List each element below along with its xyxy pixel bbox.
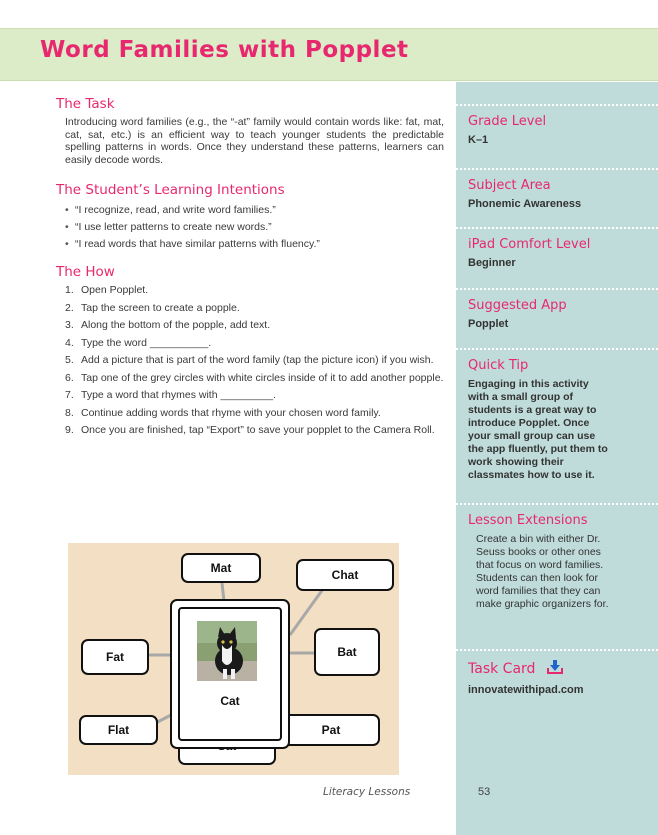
grade-section: [456, 104, 658, 146]
subject-value: Phonemic Awareness: [468, 198, 582, 210]
list-item: • “I recognize, read, and write word families.”: [65, 202, 444, 219]
task-heading: The Task: [56, 96, 115, 112]
tip-text: Engaging in this activity with a small group of students is a great way to introduce Popplet. Once your small group can use the app fluently, put them to work showing their classmates how to use it.: [468, 378, 608, 481]
sidebar: [456, 82, 658, 835]
popple-center-inner: [178, 607, 282, 741]
app-value: Popplet: [468, 318, 509, 330]
comfort-value: Beginner: [468, 257, 516, 269]
cat-photo: [197, 621, 257, 681]
popple-fat: Fat: [81, 639, 149, 675]
steps-list: [56, 284, 444, 437]
task-text: Introducing word families (e.g., the “-at” family would contain words like: fat, mat, cat, sat, etc.) is an efficient way to teach younger students the predictable spelling patterns in words. Once they understand these patterns, learners can easily decode words.: [65, 116, 444, 166]
popple-flat: Flat: [79, 715, 158, 745]
grade-value: K–1: [468, 134, 489, 146]
extensions-text: Create a bin with either Dr. Seuss books or other ones that focus on word families. Students can then look for word families that they can make graphic organizers for.: [476, 533, 609, 610]
list-item: 5. Add a picture that is part of the word family (tap the picture icon) if you wish.: [65, 354, 434, 366]
intentions-list: [56, 202, 444, 253]
list-item: 6. Tap one of the grey circles with white circles inside of it to add another popple.: [65, 371, 444, 384]
list-item: 3. Along the bottom of the popple, add text.: [65, 319, 271, 331]
list-item: • “I use letter patterns to create new words.”: [65, 219, 444, 236]
popple-pat: Pat: [282, 714, 380, 746]
app-section: [456, 288, 658, 330]
popple-center: [170, 599, 290, 749]
taskcard-url[interactable]: innovatewithipad.com: [468, 684, 584, 696]
subject-section: [456, 168, 658, 210]
comfort-heading: iPad Comfort Level: [468, 237, 591, 252]
download-icon[interactable]: [546, 659, 564, 679]
main-content: [56, 96, 444, 442]
list-item: • “I read words that have similar patterns with fluency.”: [65, 236, 444, 253]
tip-heading: Quick Tip: [468, 358, 529, 373]
how-heading: The How: [56, 264, 115, 280]
extensions-section: [456, 503, 658, 611]
page-number: 53: [478, 786, 491, 798]
list-item: 7. Type a word that rhymes with _________.: [65, 389, 276, 401]
subject-heading: Subject Area: [468, 178, 551, 193]
intentions-heading: The Student’s Learning Intentions: [56, 182, 285, 198]
popple-chat: Chat: [296, 559, 394, 591]
taskcard-heading-row: [468, 659, 648, 679]
popple-center-label: Cat: [220, 694, 240, 708]
grade-heading: Grade Level: [468, 114, 547, 129]
popple-mat: Mat: [181, 553, 261, 583]
list-item: 2. Tap the screen to create a popple.: [65, 301, 240, 314]
tip-section: [456, 348, 658, 482]
page-title: Word Families with Popplet: [40, 37, 409, 63]
comfort-section: [456, 227, 658, 269]
popple-bat: Bat: [314, 628, 380, 676]
footer-section-label: Literacy Lessons: [323, 786, 411, 798]
taskcard-section: [456, 649, 658, 696]
taskcard-heading: Task Card: [468, 661, 536, 677]
task-section: [56, 96, 444, 166]
extensions-heading: Lesson Extensions: [468, 513, 588, 528]
intentions-section: [56, 182, 444, 253]
app-heading: Suggested App: [468, 298, 567, 313]
popplet-diagram: [68, 543, 399, 775]
how-section: [56, 264, 444, 437]
list-item: 1. Open Popplet.: [65, 284, 149, 296]
list-item: 8. Continue adding words that rhyme with your chosen word family.: [65, 406, 381, 419]
title-banner: [0, 28, 658, 81]
list-item: 4. Type the word __________.: [65, 336, 212, 349]
list-item: 9. Once you are finished, tap “Export” to save your popplet to the Camera Roll.: [65, 424, 435, 436]
